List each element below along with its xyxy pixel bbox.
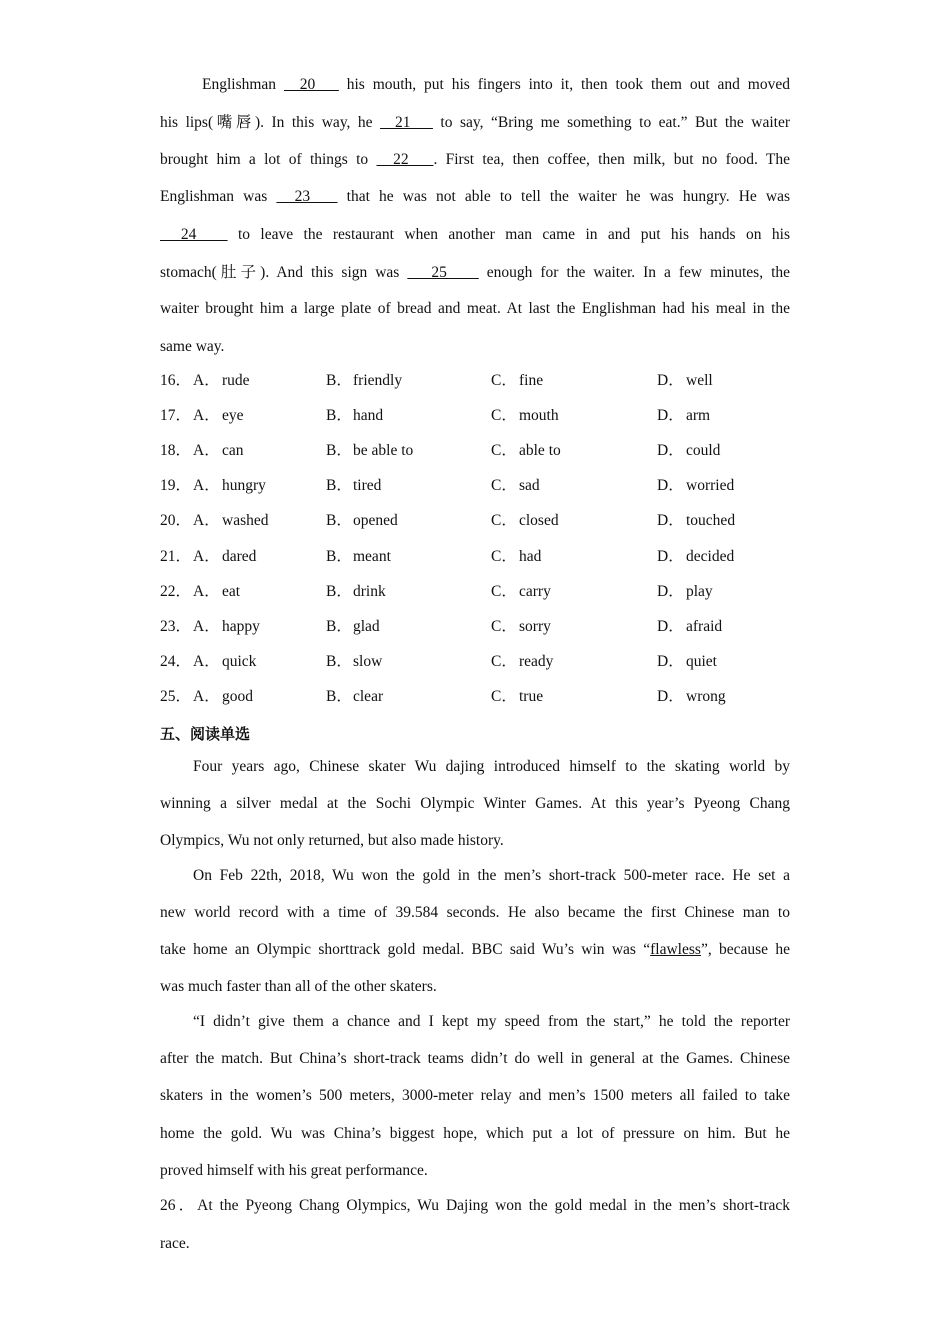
passage-line [160, 225, 790, 245]
passage-line [193, 866, 790, 886]
text-segment: enough for the waiter. In a few minutes, the [478, 264, 791, 281]
option-label-a: A． [193, 687, 220, 705]
option-text-c: closed [519, 512, 559, 530]
option-label-b: B． [326, 687, 352, 705]
option-text-a: quick [222, 652, 257, 670]
option-label-c: C． [491, 372, 517, 389]
option-label-a: A． [193, 407, 220, 425]
option-label-b: B． [326, 407, 352, 425]
text-segment: to say, “Bring me something to eat.” But the waiter [432, 114, 791, 131]
question-number: 25． [160, 687, 192, 705]
option-label-c: C． [491, 512, 517, 530]
option-label-c: C． [491, 477, 517, 495]
option-label-a: A． [193, 547, 220, 565]
text-segment: new world record with a time of 39.584 seconds. He also became the first Chinese man to [160, 904, 790, 921]
option-text-a: hungry [222, 477, 266, 495]
option-label-c: C． [491, 617, 517, 635]
answer-blank: 25 [407, 264, 479, 281]
passage-line [160, 831, 790, 851]
option-label-d: D． [657, 687, 684, 705]
option-label-c: C． [491, 407, 517, 425]
option-text-d: arm [686, 407, 711, 425]
passage-line [160, 940, 790, 960]
question-number: 17． [160, 407, 192, 425]
option-text-b: tired [353, 477, 382, 495]
option-text-a: eye [222, 407, 244, 425]
text-segment: after the match. But China’s short-track teams didn’t do well in general at the Games. Chinese [160, 1050, 790, 1067]
option-label-b: B． [326, 512, 352, 530]
option-text-d: play [686, 582, 713, 600]
option-text-c: sorry [519, 617, 551, 635]
text-segment: home the gold. Wu was China’s biggest hope, which put a lot of pressure on him. But he [160, 1125, 790, 1142]
option-text-c: sad [519, 477, 540, 495]
text-segment: that he was not able to tell the waiter he was hungry. He was [337, 188, 791, 205]
option-text-b: meant [353, 547, 391, 565]
text-segment: proved himself with his great performance. [160, 1162, 428, 1179]
text-segment: Englishman [202, 76, 284, 93]
passage-line [160, 977, 790, 997]
option-label-d: D． [657, 547, 684, 565]
option-text-b: clear [353, 687, 384, 705]
option-text-d: afraid [686, 617, 723, 635]
option-text-c: mouth [519, 407, 559, 425]
option-label-a: A． [193, 652, 220, 670]
option-text-c: true [519, 687, 544, 705]
option-label-d: D． [657, 512, 684, 530]
passage-line [202, 75, 790, 95]
passage-line [160, 794, 790, 814]
passage-line [160, 299, 790, 319]
passage-line [160, 903, 790, 923]
option-label-d: D． [657, 407, 684, 425]
option-text-b: drink [353, 582, 386, 600]
passage-line [160, 1049, 790, 1069]
text-segment: 26．At the Pyeong Chang Olympics, Wu Dajing won the gold medal in the men’s short-track [160, 1197, 790, 1214]
passage-line [160, 1086, 790, 1106]
option-label-b: B． [326, 582, 352, 600]
passage-line [160, 113, 790, 133]
option-label-d: D． [657, 617, 684, 635]
option-label-b: B． [326, 617, 352, 635]
text-segment: . First tea, then coffee, then milk, but no food. The [433, 151, 790, 168]
answer-blank: 20 [283, 76, 339, 93]
answer-blank: 23 [276, 188, 338, 205]
question-number: 19． [160, 477, 192, 495]
passage-line [160, 263, 790, 283]
option-label-d: D． [657, 442, 684, 460]
option-text-d: well [686, 372, 713, 389]
question-number: 21． [160, 547, 192, 565]
option-label-b: B． [326, 547, 352, 565]
option-text-c: carry [519, 582, 551, 600]
option-text-b: friendly [353, 372, 403, 389]
option-label-d: D． [657, 582, 684, 600]
text-segment: race. [160, 1235, 190, 1252]
option-label-c: C． [491, 582, 517, 600]
option-label-c: C． [491, 442, 517, 460]
option-text-a: rude [222, 372, 250, 389]
option-text-a: dared [222, 547, 257, 565]
option-label-b: B． [326, 477, 352, 495]
option-label-a: A． [193, 442, 220, 460]
option-text-c: able to [519, 442, 561, 460]
passage-line [160, 1124, 790, 1144]
option-text-b: be able to [353, 442, 414, 460]
text-segment: On Feb 22th, 2018, Wu won the gold in the men’s short-track 500-meter race. He set a [193, 867, 790, 884]
option-text-a: good [222, 687, 253, 705]
option-label-c: C． [491, 547, 517, 565]
option-label-b: B． [326, 372, 352, 389]
option-label-c: C． [491, 687, 517, 705]
question-number: 24． [160, 652, 192, 670]
option-text-a: eat [222, 582, 241, 600]
text-segment: same way. [160, 338, 225, 355]
question-number: 22． [160, 582, 192, 600]
option-text-d: touched [686, 512, 736, 530]
question-number: 16． [160, 372, 192, 389]
answer-blank: 21 [380, 114, 433, 131]
option-label-d: D． [657, 372, 684, 389]
text-segment: Four years ago, Chinese skater Wu dajing introduced himself to the skating world by [193, 758, 790, 775]
option-text-b: hand [353, 407, 384, 425]
text-segment: Olympics, Wu not only returned, but also made history. [160, 832, 504, 849]
option-text-c: had [519, 547, 542, 565]
text-segment: brought him a lot of things to [160, 151, 377, 168]
text-segment: winning a silver medal at the Sochi Olympic Winter Games. At this year’s Pyeong Chang [160, 795, 790, 812]
option-label-b: B． [326, 652, 352, 670]
underlined-word: flawless [650, 941, 701, 958]
option-text-d: quiet [686, 652, 717, 670]
option-label-d: D． [657, 477, 684, 495]
option-label-a: A． [193, 582, 220, 600]
passage-line [160, 187, 790, 207]
question-26-line [160, 1234, 790, 1254]
option-text-a: can [222, 442, 244, 460]
option-label-a: A． [193, 372, 220, 389]
passage-line [193, 757, 790, 777]
text-segment: was much faster than all of the other skaters. [160, 978, 437, 995]
option-text-b: glad [353, 617, 380, 635]
text-segment: to leave the restaurant when another man came in and put his hands on his [227, 226, 790, 243]
option-label-a: A． [193, 617, 220, 635]
option-text-d: worried [686, 477, 735, 495]
text-segment: take home an Olympic shorttrack gold medal. BBC said Wu’s win was “ [160, 941, 651, 958]
passage-line [160, 337, 790, 357]
option-text-a: happy [222, 617, 260, 635]
option-label-a: A． [193, 512, 220, 530]
question-number: 20． [160, 512, 192, 530]
option-text-b: opened [353, 512, 398, 530]
option-label-d: D． [657, 652, 684, 670]
option-text-c: fine [519, 372, 544, 389]
text-segment: his lips(嘴唇). In this way, he [160, 114, 381, 131]
option-label-b: B． [326, 442, 352, 460]
text-segment: ”, because he [700, 941, 790, 958]
question-number: 23． [160, 617, 192, 635]
option-text-d: wrong [686, 687, 726, 705]
passage-line [193, 1012, 790, 1032]
text-segment: waiter brought him a large plate of bread and meat. At last the Englishman had his meal in the [160, 300, 790, 317]
section-heading: 五、阅读单选 [160, 725, 251, 743]
text-segment: his mouth, put his fingers into it, then took them out and moved [338, 76, 790, 93]
text-segment: skaters in the women’s 500 meters, 3000-meter relay and men’s 1500 meters all failed to take [160, 1087, 790, 1104]
question-26-line [160, 1196, 790, 1216]
answer-blank: 24 [160, 226, 228, 243]
text-segment: Englishman was [160, 188, 277, 205]
passage-line [160, 1161, 790, 1181]
option-text-d: decided [686, 547, 735, 565]
passage-line [160, 150, 790, 170]
option-text-c: ready [519, 652, 554, 670]
option-text-b: slow [353, 652, 383, 670]
option-label-c: C． [491, 652, 517, 670]
option-label-a: A． [193, 477, 220, 495]
question-number: 18． [160, 442, 192, 460]
text-segment: “I didn’t give them a chance and I kept my speed from the start,” he told the reporter [193, 1013, 790, 1030]
answer-blank: 22 [376, 151, 434, 168]
text-segment: stomach(肚子). And this sign was [160, 264, 408, 281]
option-text-d: could [686, 442, 721, 460]
option-text-a: washed [222, 512, 269, 530]
